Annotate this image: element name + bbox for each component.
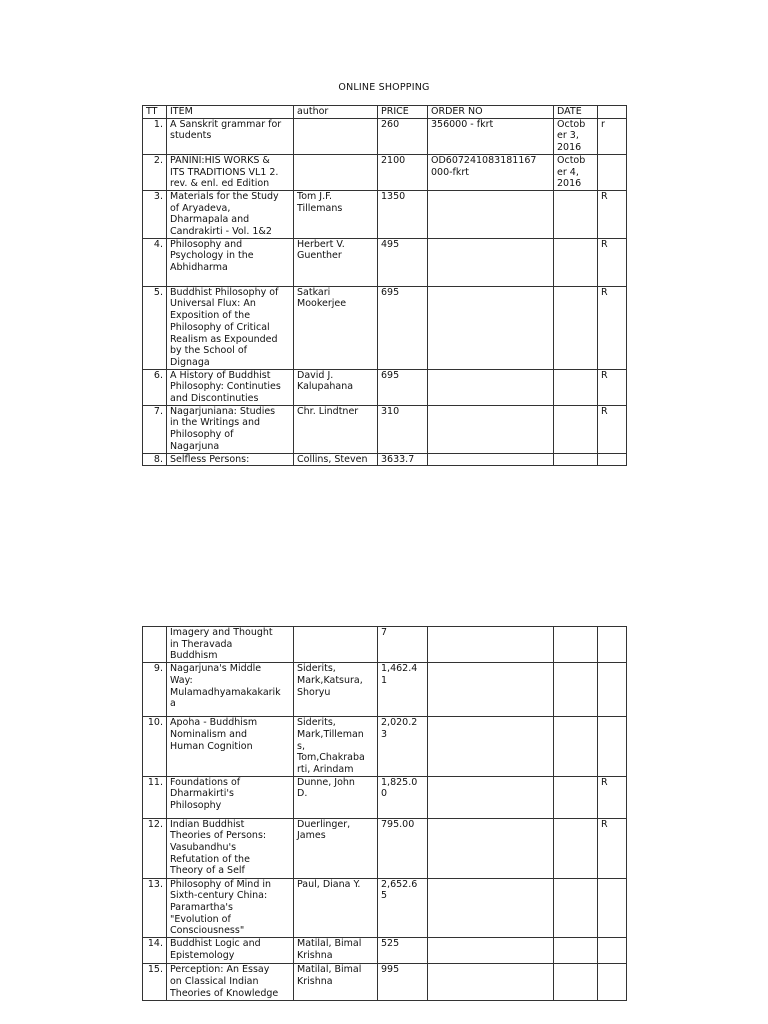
author-cell: Matilal, Bimal Krishna — [294, 964, 378, 1001]
flag-cell — [598, 453, 627, 466]
order-no-cell — [428, 663, 554, 717]
author-cell: Chr. Lindtner — [294, 405, 378, 453]
table-row — [143, 405, 627, 453]
row-number: 2. — [143, 154, 167, 190]
page-title: ONLINE SHOPPING — [338, 82, 430, 93]
flag-cell: R — [598, 286, 627, 369]
table-header-row — [143, 106, 627, 119]
orders-table-2 — [142, 626, 627, 1001]
row-number: 11. — [143, 776, 167, 818]
item-cell: Foundations of Dharmakirti's Philosophy — [167, 776, 294, 818]
item-cell: PANINI:HIS WORKS & ITS TRADITIONS VL1 2. rev. & enl. ed Edition — [167, 154, 294, 190]
item-cell: Indian Buddhist Theories of Persons: Vasubandhu's Refutation of the Theory of a Self — [167, 818, 294, 878]
table-row — [143, 964, 627, 1001]
flag-cell — [598, 154, 627, 190]
order-no-cell — [428, 238, 554, 286]
date-cell — [554, 663, 598, 717]
order-no-cell — [428, 627, 554, 663]
header-cell: author — [294, 106, 378, 119]
table-row — [143, 818, 627, 878]
price-cell: 260 — [378, 118, 428, 154]
price-cell: 1350 — [378, 190, 428, 238]
item-cell: A History of Buddhist Philosophy: Continuties and Discontinuties — [167, 369, 294, 405]
date-cell — [554, 369, 598, 405]
order-no-cell — [428, 453, 554, 466]
item-cell: Nagarjuna's Middle Way: Mulamadhyamakakarik a — [167, 663, 294, 717]
table-row — [143, 938, 627, 964]
order-no-cell — [428, 717, 554, 777]
flag-cell: R — [598, 369, 627, 405]
row-number: 3. — [143, 190, 167, 238]
author-cell — [294, 154, 378, 190]
order-no-cell — [428, 776, 554, 818]
header-cell — [598, 106, 627, 119]
date-cell — [554, 627, 598, 663]
date-cell — [554, 453, 598, 466]
table-row — [143, 453, 627, 466]
price-cell: 2,020.2 3 — [378, 717, 428, 777]
item-cell: A Sanskrit grammar for students — [167, 118, 294, 154]
row-number: 10. — [143, 717, 167, 777]
header-cell: ITEM — [167, 106, 294, 119]
order-no-cell — [428, 878, 554, 938]
header-cell: PRICE — [378, 106, 428, 119]
date-cell — [554, 818, 598, 878]
price-cell: 995 — [378, 964, 428, 1001]
price-cell: 7 — [378, 627, 428, 663]
author-cell: Herbert V. Guenther — [294, 238, 378, 286]
price-cell: 2100 — [378, 154, 428, 190]
table-row — [143, 776, 627, 818]
order-no-cell: OD607241083181167 000-fkrt — [428, 154, 554, 190]
row-number: 12. — [143, 818, 167, 878]
price-cell: 495 — [378, 238, 428, 286]
row-number: 8. — [143, 453, 167, 466]
order-no-cell — [428, 964, 554, 1001]
author-cell: Paul, Diana Y. — [294, 878, 378, 938]
header-cell: DATE — [554, 106, 598, 119]
table-row — [143, 154, 627, 190]
price-cell: 695 — [378, 286, 428, 369]
flag-cell: R — [598, 190, 627, 238]
header-cell: ORDER NO — [428, 106, 554, 119]
author-cell: Dunne, John D. — [294, 776, 378, 818]
table-row — [143, 878, 627, 938]
table-row — [143, 286, 627, 369]
date-cell: Octob er 3, 2016 — [554, 118, 598, 154]
order-no-cell — [428, 190, 554, 238]
author-cell — [294, 118, 378, 154]
flag-cell: R — [598, 818, 627, 878]
row-number — [143, 627, 167, 663]
author-cell: Siderits, Mark,Katsura, Shoryu — [294, 663, 378, 717]
author-cell: Tom J.F. Tillemans — [294, 190, 378, 238]
flag-cell — [598, 717, 627, 777]
row-number: 6. — [143, 369, 167, 405]
item-cell: Apoha - Buddhism Nominalism and Human Cognition — [167, 717, 294, 777]
flag-cell: R — [598, 776, 627, 818]
order-no-cell — [428, 405, 554, 453]
author-cell: David J. Kalupahana — [294, 369, 378, 405]
date-cell — [554, 405, 598, 453]
flag-cell — [598, 627, 627, 663]
row-number: 1. — [143, 118, 167, 154]
date-cell — [554, 238, 598, 286]
date-cell — [554, 964, 598, 1001]
date-cell: Octob er 4, 2016 — [554, 154, 598, 190]
author-cell: Duerlinger, James — [294, 818, 378, 878]
table-row — [143, 190, 627, 238]
row-number: 14. — [143, 938, 167, 964]
item-cell: Imagery and Thought in Theravada Buddhism — [167, 627, 294, 663]
price-cell: 2,652.6 5 — [378, 878, 428, 938]
price-cell: 695 — [378, 369, 428, 405]
date-cell — [554, 776, 598, 818]
table-row — [143, 627, 627, 663]
item-cell: Philosophy and Psychology in the Abhidharma — [167, 238, 294, 286]
row-number: 9. — [143, 663, 167, 717]
item-cell: Perception: An Essay on Classical Indian Theories of Knowledge — [167, 964, 294, 1001]
item-cell: Buddhist Philosophy of Universal Flux: An Exposition of the Philosophy of Critical Realism as Expounded by the School of Dignaga — [167, 286, 294, 369]
row-number: 5. — [143, 286, 167, 369]
table-row — [143, 717, 627, 777]
author-cell — [294, 627, 378, 663]
item-cell: Nagarjuniana: Studies in the Writings and Philosophy of Nagarjuna — [167, 405, 294, 453]
price-cell: 3633.7 — [378, 453, 428, 466]
flag-cell — [598, 878, 627, 938]
item-cell: Selfless Persons: — [167, 453, 294, 466]
price-cell: 525 — [378, 938, 428, 964]
item-cell: Buddhist Logic and Epistemology — [167, 938, 294, 964]
order-no-cell — [428, 286, 554, 369]
table-row — [143, 238, 627, 286]
date-cell — [554, 190, 598, 238]
table-row — [143, 369, 627, 405]
table-row — [143, 118, 627, 154]
flag-cell: R — [598, 405, 627, 453]
item-cell: Philosophy of Mind in Sixth-century China: Paramartha's "Evolution of Consciousness" — [167, 878, 294, 938]
order-no-cell — [428, 818, 554, 878]
flag-cell: R — [598, 238, 627, 286]
flag-cell: r — [598, 118, 627, 154]
author-cell: Siderits, Mark,Tilleman s, Tom,Chakraba rti, Arindam — [294, 717, 378, 777]
price-cell: 795.00 — [378, 818, 428, 878]
author-cell: Satkari Mookerjee — [294, 286, 378, 369]
row-number: 4. — [143, 238, 167, 286]
price-cell: 1,825.0 0 — [378, 776, 428, 818]
row-number: 7. — [143, 405, 167, 453]
date-cell — [554, 717, 598, 777]
author-cell: Matilal, Bimal Krishna — [294, 938, 378, 964]
order-no-cell — [428, 369, 554, 405]
flag-cell — [598, 938, 627, 964]
flag-cell — [598, 964, 627, 1001]
item-cell: Materials for the Study of Aryadeva, Dharmapala and Candrakirti - Vol. 1&2 — [167, 190, 294, 238]
orders-table-1 — [142, 105, 627, 466]
author-cell: Collins, Steven — [294, 453, 378, 466]
date-cell — [554, 286, 598, 369]
table-row — [143, 663, 627, 717]
row-number: 13. — [143, 878, 167, 938]
date-cell — [554, 938, 598, 964]
price-cell: 310 — [378, 405, 428, 453]
date-cell — [554, 878, 598, 938]
price-cell: 1,462.4 1 — [378, 663, 428, 717]
header-cell: TT — [143, 106, 167, 119]
row-number: 15. — [143, 964, 167, 1001]
order-no-cell: 356000 - fkrt — [428, 118, 554, 154]
order-no-cell — [428, 938, 554, 964]
flag-cell — [598, 663, 627, 717]
